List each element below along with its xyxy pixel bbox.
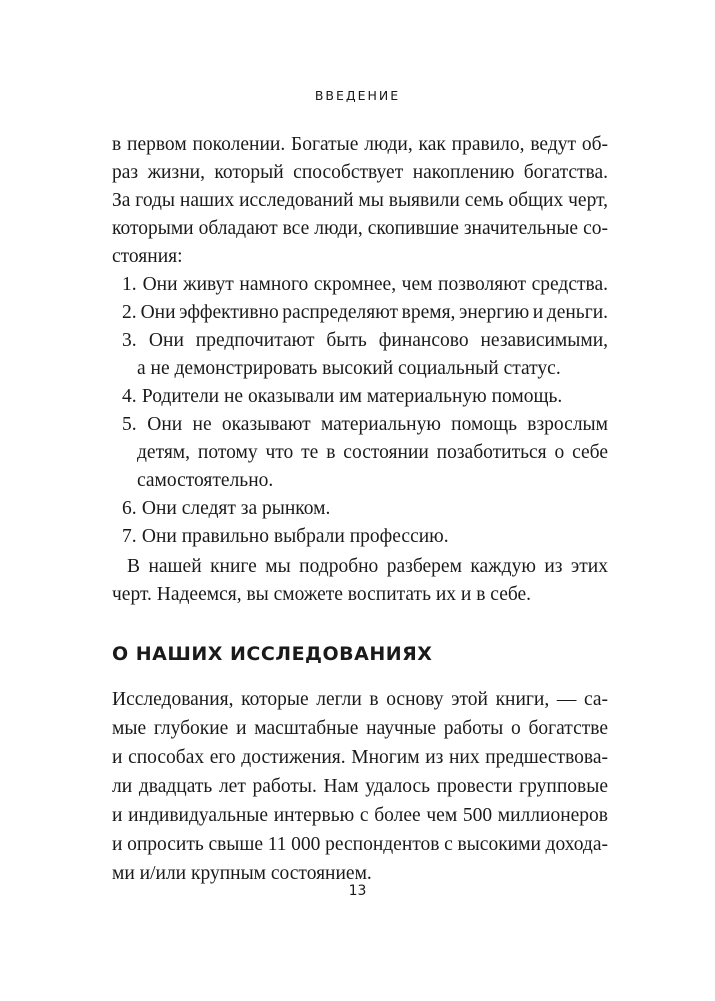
list-item-6 — [122, 495, 608, 523]
list-item-2 — [122, 299, 608, 327]
body-line: в первом поколении. Богатые люди, как правило, ведут об- — [112, 134, 608, 155]
body-line: и опросить свыше 11 000 респондентов с высокими дохода- — [112, 834, 608, 855]
list-number: 6. — [122, 498, 137, 519]
body-line: стояния: — [112, 246, 183, 267]
body-line: В нашей книге мы подробно разберем каждую из этих — [127, 556, 608, 577]
list-text: Они правильно выбрали профессию. — [141, 526, 449, 547]
list-text: Родители не оказывали им материальную помощь. — [141, 386, 563, 407]
list-number: 2. — [122, 302, 137, 323]
body-line: и способах его достижения. Многим из них предшествова- — [112, 747, 608, 768]
body-line: ми и/или крупным состоянием. — [112, 863, 372, 884]
list-item-3 — [122, 327, 608, 355]
list-text: Они живут намного скромнее, чем позволяют средства. — [142, 274, 608, 295]
list-item-1 — [122, 271, 608, 299]
body-line: За годы наших исследований мы выявили семь общих черт, — [112, 190, 608, 211]
body-line: раз жизни, который способствует накоплению богатства. — [112, 162, 608, 183]
body-line: ли двадцать лет работы. Нам удалось провести групповые — [112, 776, 608, 797]
body-line: черт. Надеемся, вы сможете воспитать их и в себе. — [112, 584, 532, 605]
body-line: мые глубокие и масштабные научные работы о богатстве — [112, 718, 608, 739]
body-line: и индивидуальные интервью с более чем 500 миллионеров — [112, 805, 608, 826]
body-line: которыми обладают все люди, скопившие значительные со- — [112, 218, 608, 239]
list-item-5 — [122, 411, 608, 439]
list-number: 7. — [122, 526, 137, 547]
list-item-4 — [122, 383, 608, 411]
list-text: Они не оказывают материальную помощь взрослым — [147, 414, 608, 435]
list-number: 5. — [122, 414, 137, 435]
section-heading: О НАШИХ ИССЛЕДОВАНИЯХ — [112, 643, 433, 665]
list-item-5-cont: детям, потому что те в состоянии позаботиться о себе — [137, 442, 608, 463]
running-header: ВВЕДЕНИЕ — [314, 88, 401, 103]
list-text: Они предпочитают быть финансово независимыми, — [148, 330, 609, 351]
list-number: 3. — [122, 330, 137, 351]
page-number: 13 — [348, 883, 367, 899]
list-item-7 — [122, 523, 608, 551]
body-line: Исследования, которые легли в основу этой книги, — са- — [112, 689, 608, 710]
list-text: Они эффективно распределяют время, энергию и деньги. — [140, 302, 609, 323]
list-item-3-cont: а не демонстрировать высокий социальный статус. — [137, 358, 561, 379]
list-number: 4. — [122, 386, 137, 407]
list-item-5-cont: самостоятельно. — [137, 470, 274, 491]
list-text: Они следят за рынком. — [141, 498, 331, 519]
list-number: 1. — [122, 274, 137, 295]
